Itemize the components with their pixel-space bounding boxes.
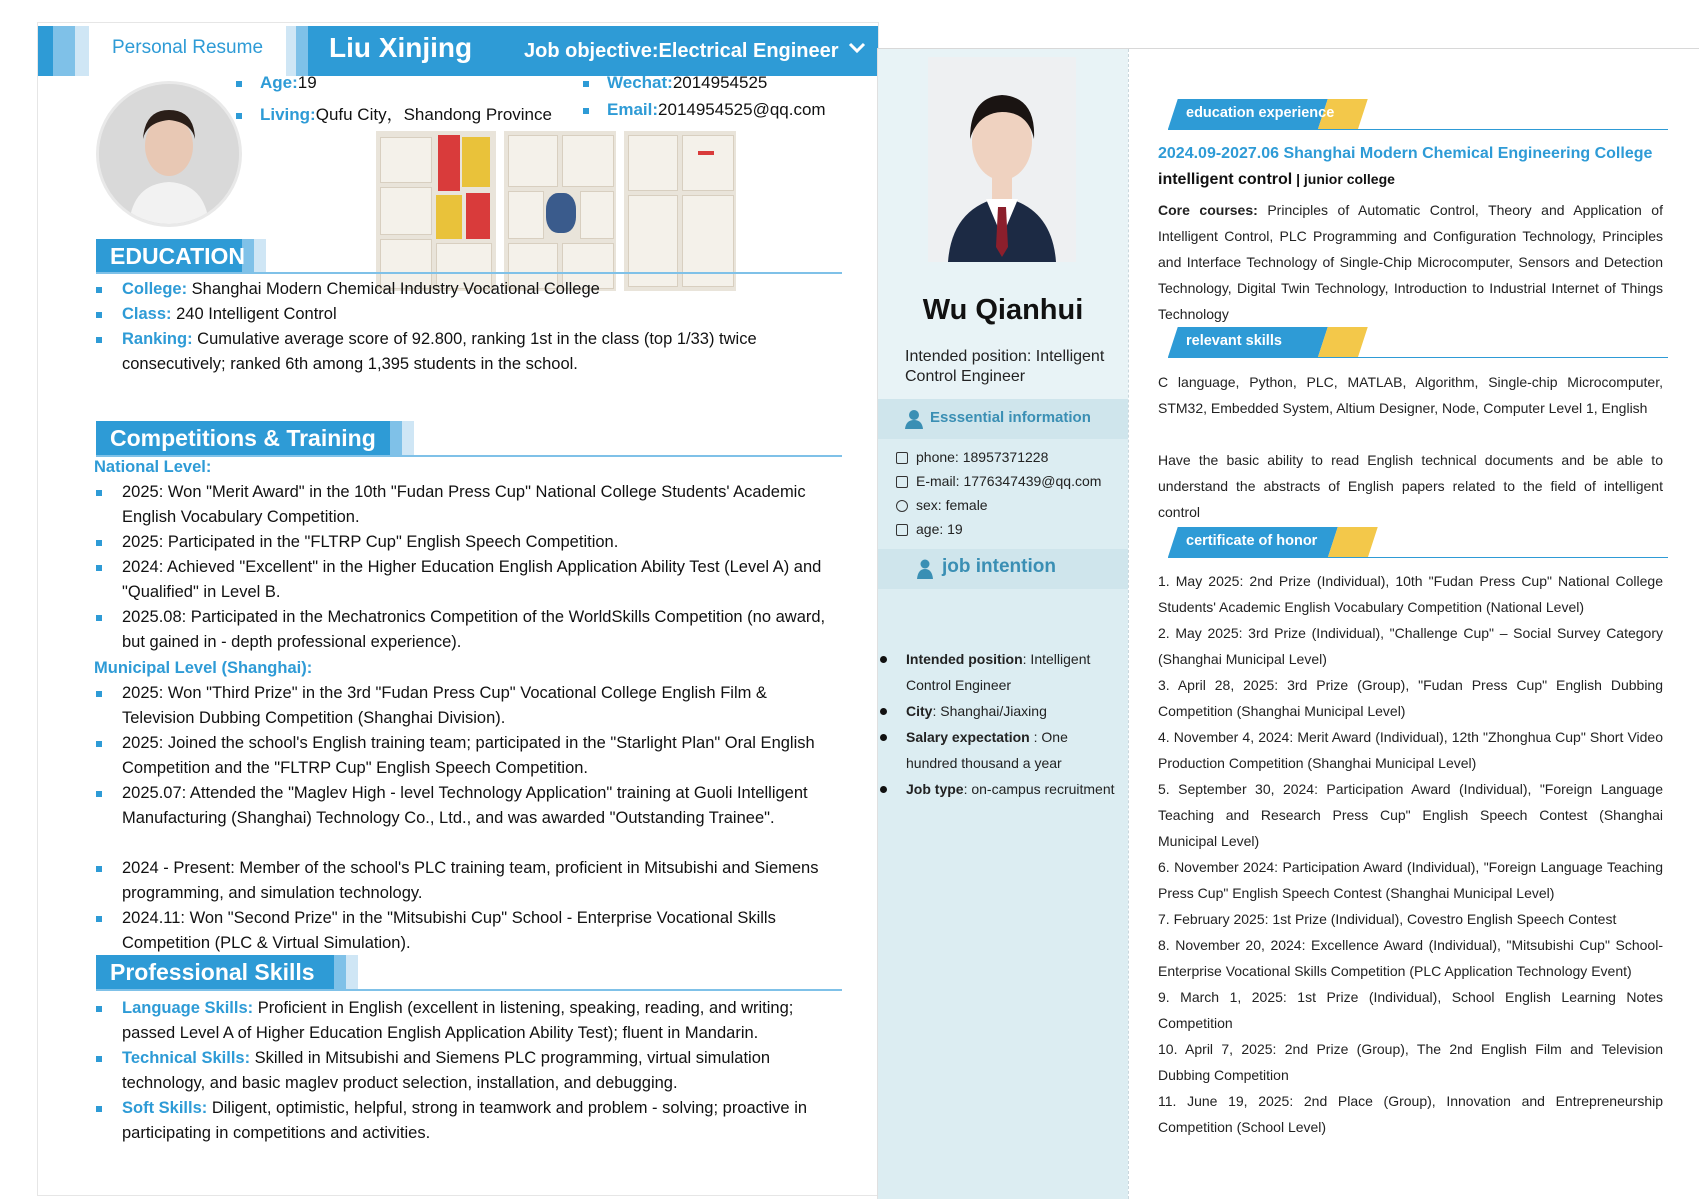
living-value: Qufu City，Shandong Province [315,105,552,124]
living-label: Living: [260,105,316,124]
wechat-value: 2014954525 [672,73,768,92]
competition-item: 2024 - Present: Member of the school's PLC training team, proficient in Mitsubishi and Siemens programming, and simulation technology. [96,856,836,906]
job-item [906,724,1120,776]
job-item [906,646,1120,698]
list-item: 10. April 7, 2025: 2nd Prize (Group), The 2nd English Film and Television Dubbing Competition [1158,1041,1663,1083]
list-item: 6. November 2024: Participation Award (Individual), "Foreign Language Teaching Press Cup" English Speech Contest (Shanghai Municipal Level) [1158,859,1663,901]
bullet [583,108,589,114]
section-divider [1168,357,1668,358]
item-text: Cumulative average score of 92.800, ranking 1st in the class (top 1/33) twice consecutively; ranked 6th among 1,395 students in the school. [122,330,757,373]
person-icon [904,409,924,429]
certificate-photo [624,131,736,291]
competitions-title: Competitions & Training [110,425,376,451]
job-intention-heading [878,549,1128,589]
education-item [96,277,836,302]
job-value: : on-campus recruitment [963,781,1115,797]
item-text: Skilled in Mitsubishi and Siemens PLC programming, virtual simulation technology, and basic maglev product selection, installation, and debugging. [122,1049,771,1092]
section-divider [1168,129,1668,130]
job-item [906,698,1120,724]
skills-ability: Have the basic ability to read English technical documents and be able to understand the abstracts of English papers related to the field of intelligent control [1158,452,1663,520]
skill-item [96,1046,836,1096]
item-text: 240 Intelligent Control [171,305,337,323]
age-field [236,73,317,93]
header-decor [296,26,308,76]
candidate-name: Wu Qianhui [922,294,1084,326]
municipal-level-label: Municipal Level (Shanghai): [94,659,313,677]
education-item [96,327,816,377]
item-label: Technical Skills: [122,1049,251,1067]
email-label: Email: [607,100,659,119]
age-label: Age: [260,73,298,92]
competitions-heading [96,421,430,455]
list-item: 1. May 2025: 2nd Prize (Individual), 10th "Fudan Press Cup" National College Students' Academic English Vocabulary Competition (National Level) [1158,573,1663,615]
job-objective: Job objective:Electrical Engineer [524,40,839,62]
competition-item: 2025: Participated in the "FLTRP Cup" English Speech Competition. [96,530,836,555]
education-title: EDUCATION [110,243,246,269]
courses-label: Core courses: [1158,202,1258,218]
wechat-field [583,73,767,93]
calendar-icon [896,524,908,536]
email-value: 2014954525@qq.com [658,100,826,119]
core-courses [1158,197,1663,327]
contact-phone [896,449,1048,465]
competition-item: 2025: Won "Merit Award" in the 10th "Fudan Press Cup" National College Students' Academic English Vocabulary Competition. [96,480,836,530]
education-line: 2024.09-2027.06 Shanghai Modern Chemical Engineering College [1158,145,1653,162]
certificate-photo [504,131,616,291]
certificate-photos [376,131,758,291]
header-decor [53,26,75,76]
contact-email [896,473,1101,489]
list-item: 8. November 20, 2024: Excellence Award (Individual), "Mitsubishi Cup" School-Enterprise Vocational Skills Competition (PLC Application Technology Event) [1158,937,1663,979]
job-item [906,776,1120,802]
essential-info-heading [878,399,1128,439]
national-level-label: National Level: [94,458,212,476]
section-divider [96,455,842,457]
list-item: 4. November 4, 2024: Merit Award (Individual), 12th "Zhonghua Cup" Short Video Production Competition (Shanghai Municipal Level) [1158,729,1663,771]
relevant-skills-title: relevant skills [1186,333,1282,349]
section-divider [96,272,842,274]
degree-level: | junior college [1292,171,1395,187]
skills-heading [96,955,358,989]
email-field [583,100,826,120]
contact-text: age: 19 [916,521,963,537]
living-field [236,100,552,125]
certificate-title: certificate of honor [1186,533,1318,549]
mail-icon [896,476,908,488]
item-text: Shanghai Modern Chemical Industry Vocational College [187,280,600,298]
skills-title: Professional Skills [110,959,315,985]
item-text: Proficient in English (excellent in listening, speaking, reading, and writing; passed Level A of Higher Education English Application Ability Test); fluent in Mandarin. [122,999,794,1042]
section-divider [1168,557,1668,558]
essential-info-title: Esssential information [930,409,1091,426]
skill-item [96,996,836,1046]
item-label: Ranking: [122,330,193,348]
contact-age [896,521,963,537]
list-item: 9. March 1, 2025: 1st Prize (Individual), School English Learning Notes Competition [1158,989,1663,1031]
intended-position: Intended position: Intelligent Control Engineer [905,348,1105,385]
education-item [96,302,836,327]
contact-text: sex: female [916,497,988,513]
competition-item: 2025.07: Attended the "Maglev High - level Technology Application" training at Guoli Intelligent Manufacturing (Shanghai) Technology Co., Ltd., and was awarded "Outstanding Trainee". [96,781,836,831]
person-icon [916,559,934,579]
item-label: College: [122,280,188,298]
list-item: 7. February 2025: 1st Prize (Individual), Covestro English Speech Contest [1158,911,1617,927]
competition-item: 2025.08: Participated in the Mechatronics Competition of the WorldSkills Competition (no award, but gained in - depth professional experience). [96,605,836,655]
chevron-down-icon [846,37,868,59]
wechat-label: Wechat: [607,73,673,92]
header-decor [38,26,53,76]
bullet [583,81,589,87]
education-major [1158,171,1395,189]
item-text: Diligent, optimistic, helpful, strong in teamwork and problem - solving; proactive in participating in competitions and activities. [122,1099,808,1142]
contact-sex [896,497,988,513]
education-experience-title: education experience [1186,105,1335,121]
list-item: 5. September 30, 2024: Participation Award (Individual), "Foreign Language Teaching and Research Press Cup" English Speech Contest (Shanghai Municipal Level) [1158,781,1663,849]
item-label: Class: [122,305,172,323]
competition-item: 2024: Achieved "Excellent" in the Higher Education English Application Ability Test (Level A) and "Qualified" in Level B. [96,555,836,605]
certificate-photo [376,131,496,291]
competition-item: 2024.11: Won "Second Prize" in the "Mitsubishi Cup" School - Enterprise Vocational Skills Competition (PLC & Virtual Simulation). [96,906,836,956]
section-divider [96,989,842,991]
job-label: City [906,703,933,719]
header-decor [75,26,89,76]
job-label: Intended position [906,651,1023,667]
bullet [236,81,242,87]
competition-item: 2025: Won "Third Prize" in the 3rd "Fudan Press Cup" Vocational College English Film & Television Dubbing Competition (Shanghai Division). [96,681,836,731]
education-heading [96,239,266,273]
job-value: : Intelligent Control Engineer [906,651,1091,693]
competition-item: 2025: Joined the school's English training team; participated in the "Starlight Plan" Oral English Competition and the "FLTRP Cup" English Speech Competition. [96,731,836,781]
list-item: 3. April 28, 2025: 3rd Prize (Group), "Fudan Press Cup" English Dubbing Competition (Shanghai Municipal Level) [1158,677,1663,719]
gender-icon [896,500,908,512]
item-label: Language Skills: [122,999,254,1017]
list-item: 11. June 19, 2025: 2nd Place (Group), Innovation and Entrepreneurship Competition (School Level) [1158,1093,1663,1135]
skills-text: C language, Python, PLC, MATLAB, Algorithm, Single-chip Microcomputer, STM32, Embedded System, Altium Designer, Node, Computer Level 1, English [1158,374,1663,416]
personal-resume-label: Personal Resume [112,37,264,58]
avatar [96,81,242,227]
column-divider [1128,49,1130,1199]
list-item: 2. May 2025: 3rd Prize (Individual), "Challenge Cup" – Social Survey Category (Shanghai Municipal Level) [1158,625,1663,667]
candidate-name: Liu Xinjing [329,32,473,63]
skill-item [96,1096,836,1146]
phone-icon [896,452,908,464]
job-value: : Shanghai/Jiaxing [932,703,1047,719]
left-header [38,23,878,77]
job-label: Salary expectation [906,729,1030,745]
certificate-list [1158,568,1663,1140]
job-value: : One hundred thousand a year [906,729,1068,771]
contact-text: phone: 18957371228 [916,449,1049,465]
contact-text: E-mail: 1776347439@qq.com [916,473,1102,489]
profile-photo [928,57,1076,262]
item-label: Soft Skills: [122,1099,208,1117]
major: intelligent control [1158,171,1293,188]
left-resume [37,22,879,1196]
age-value: 19 [297,73,317,92]
courses-text: Principles of Automatic Control, Theory and Application of Intelligent Control, PLC Programming and Configuration Technology, Principles and Interface Technology of Single-Chip Microcomputer, Sensors and Detection Technology, Digital Twin Technology, Introduction to Industrial Internet of Things Technology [1158,202,1663,322]
job-intention-title: job intention [942,556,1056,577]
job-label: Job type [906,781,964,797]
bullet [236,113,242,119]
header-decor [286,26,296,76]
right-resume [877,48,1699,1199]
